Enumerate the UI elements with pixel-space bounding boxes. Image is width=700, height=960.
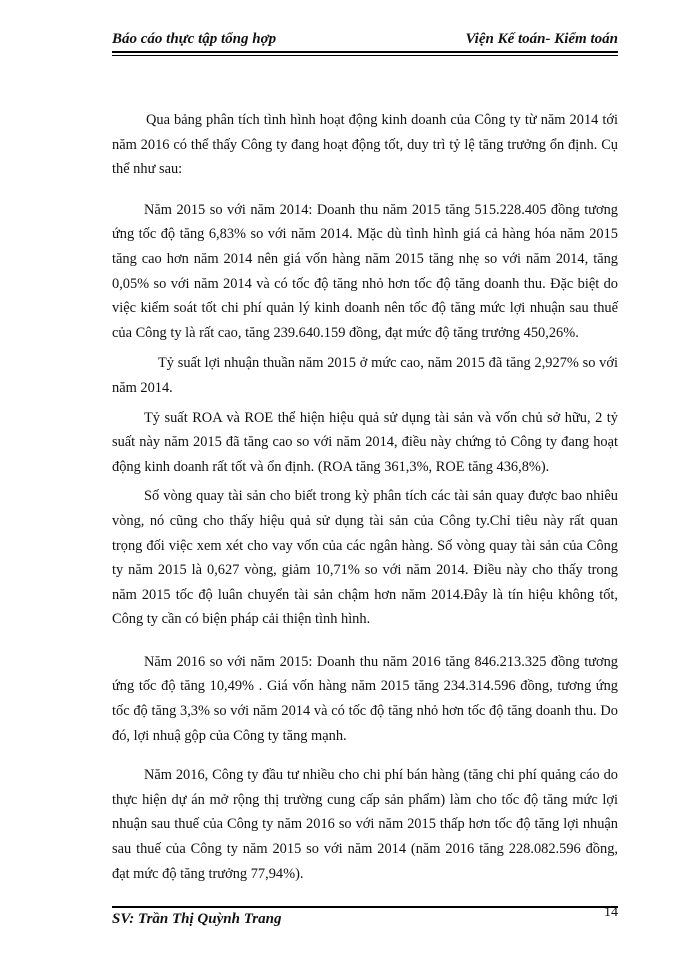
document-body [112,108,618,886]
page-footer [112,906,618,928]
page-header [112,30,618,56]
paragraph-selling-expenses: Năm 2016, Công ty đầu tư nhiều cho chi phí bán hàng (tăng chi phí quảng cáo do thực hiện dự án mở rộng thị trường cung cấp sản phẩm) làm cho tốc độ tăng mức lợi nhuận sau thuế của Công ty năm 2016 so với năm 2015 thấp hơn tốc độ tăng lợi nhuận sau thuế của Công ty năm 2015 so với năm 2014 (năm 2016 tăng 228.082.596 đồng, đạt mức độ tăng trưởng 77,94%). [112,767,618,882]
footer-row [112,905,618,928]
paragraph-roa-roe: Tỷ suất ROA và ROE thể hiện hiệu quả sử dụng tài sản và vốn chủ sở hữu, 2 tỷ suất này năm 2015 đã tăng cao so với năm 2014, điều này chứng tỏ Công ty đang hoạt động kinh doanh rất tốt và ổn định. (ROA tăng 361,3%, ROE tăng 436,8%). [112,409,618,475]
institute-name: Viện Kế toán- Kiểm toán [465,31,618,47]
header-row [112,30,618,48]
header-rule-thick [112,51,618,53]
paragraph-net-profit-ratio: Tỷ suất lợi nhuận thuần năm 2015 ở mức cao, năm 2015 đã tăng 2,927% so với năm 2014. [112,355,618,396]
student-name: SV: Trần Thị Quỳnh Trang [112,911,282,927]
footer-rule [112,906,618,908]
page-number: 14 [604,905,618,920]
paragraph-intro: Qua bảng phân tích tình hình hoạt động kinh doanh của Công ty từ năm 2014 tới năm 2016 có thể thấy Công ty đang hoạt động tốt, duy trì tỷ lệ tăng trưởng ổn định. Cụ thể như sau: [112,112,618,178]
paragraph-asset-turnover: Số vòng quay tài sản cho biết trong kỳ phân tích các tài sản quay được bao nhiêu vòng, nó cũng cho thấy hiệu quả sử dụng tài sản của Công ty.Chỉ tiêu này rất quan trọng đối việc xem xét cho vay vốn của các ngân hàng. Số vòng quay tài sản của Công ty năm 2015 là 0,627 vòng, giảm 10,71% so với năm 2014. Điều này cho thấy trong năm 2015 tốc độ luân chuyển tài sản chậm hơn năm 2014.Đây là tín hiệu không tốt, Công ty cần có biện pháp cải thiện tình hình. [112,488,618,628]
paragraph-2015-vs-2014: Năm 2015 so với năm 2014: Doanh thu năm 2015 tăng 515.228.405 đồng tương ứng tốc độ tăng 6,83% so với năm 2014. Mặc dù tình hình giá cả hàng hóa năm 2015 tăng cao hơn năm 2014 nên giá vốn hàng năm 2015 tăng nhẹ so với năm 2014, tăng 0,05% so với năm 2014 và có tốc độ tăng nhỏ hơn tốc độ tăng doanh thu. Đặc biệt do việc kiểm soát tốt chi phí quản lý kinh doanh nên tốc độ tăng mức lợi nhuận sau thuế của Công ty là rất cao, tăng 239.640.159 đồng, đạt mức độ tăng trưởng 450,26%. [112,201,618,341]
header-rule-thin [112,55,618,56]
paragraph-2016-vs-2015: Năm 2016 so với năm 2015: Doanh thu năm 2016 tăng 846.213.325 đồng tương ứng tốc độ tăng 10,49% . Giá vốn hàng năm 2015 tăng 234.314.596 đồng, tương ứng tốc độ tăng 3,3% so với năm 2014 và có tốc độ tăng nhỏ hơn tốc độ tăng doanh thu. Do đó, lợi nhuậ gộp của Công ty tăng mạnh. [112,653,618,744]
report-title: Báo cáo thực tập tổng hợp [112,31,277,47]
